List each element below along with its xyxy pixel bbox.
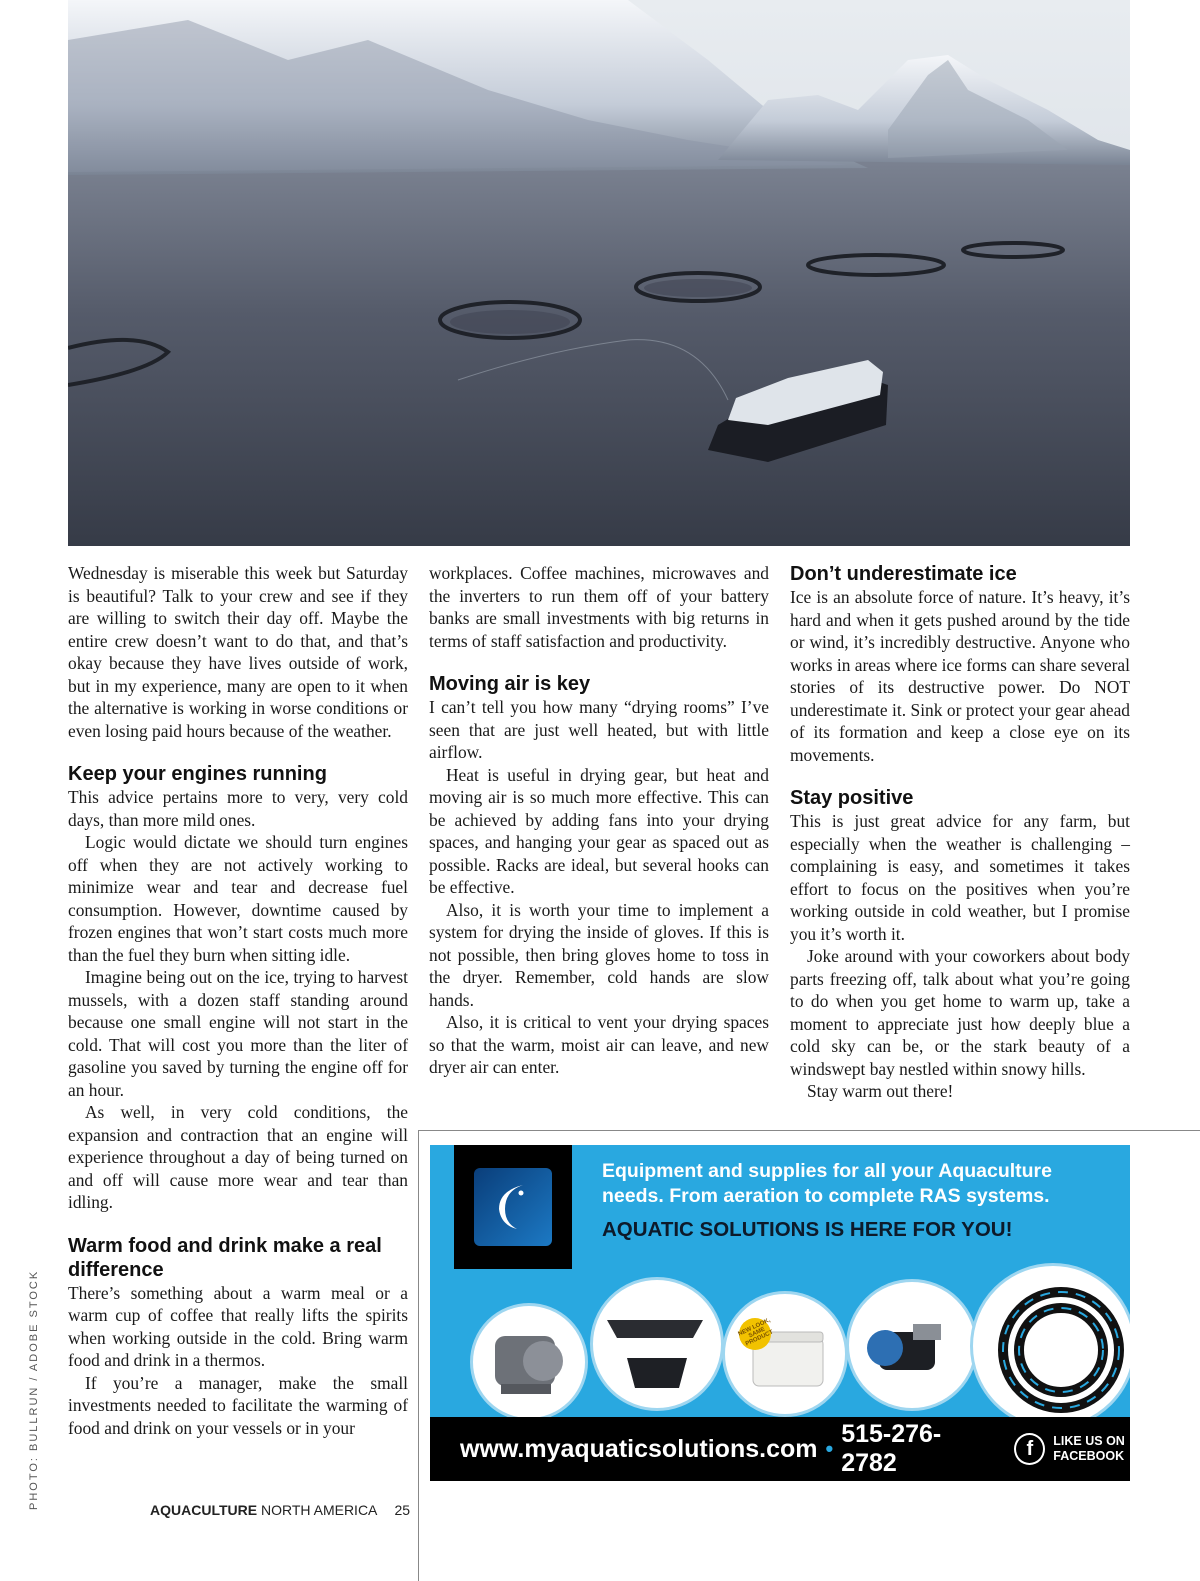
- fjord-illustration: [68, 0, 1130, 546]
- brand-logo: [454, 1145, 572, 1269]
- paragraph: There’s something about a warm meal or a warm cup of coffee that really lifts the spirits when working outside in the cold. Bring warm food and drink in a thermos.: [68, 1282, 408, 1370]
- separator-dot: •: [825, 1436, 834, 1461]
- paragraph: Also, it is worth your time to implement a system for drying the inside of gloves. If this is not possible, then bring gloves home to toss in the dryer. Remember, cold hands are slow hands.: [429, 899, 769, 1010]
- facebook-cta-line-2: FACEBOOK: [1053, 1449, 1125, 1463]
- magazine-name-bold: AQUACULTURE: [150, 1502, 258, 1518]
- ad-headline: [602, 1159, 1112, 1243]
- photo-credit: PHOTO: BULLRUN / ADOBE STOCK: [28, 1269, 40, 1510]
- ad-contact-bar: [430, 1417, 1130, 1481]
- paragraph: Logic would dictate we should turn engines off when they are not actively working to minimize wear and tear and decrease fuel consumption. However, downtime caused by frozen engines that won’t start costs much more than the fuel they burn when sitting idle.: [68, 832, 408, 965]
- page-footer: [150, 1502, 410, 1518]
- new-look-sticker: NEW LOOK, SAME PRODUCT: [737, 1317, 775, 1348]
- paragraph: Wednesday is miserable this week but Saturday is beautiful? Talk to your crew and see if they are willing to switch their day off. Maybe the entire crew doesn’t want to do that, and that’s okay because they have lives outside of work, but in my experience, many are open to it when the alternative is working in worse conditions or even losing paid hours because of the weather.: [68, 563, 408, 741]
- page-number: 25: [394, 1502, 411, 1518]
- pump-product-image: [846, 1279, 978, 1411]
- paragraph: This is just great advice for any farm, but especially when the weather is challenging – complaining is easy, and sometimes it takes effort to focus on the positives when you’re working outside in cold weather, but I promise you it’s worth it.: [790, 811, 1130, 944]
- article-column-3: [790, 562, 1130, 1103]
- paragraph: If you’re a manager, make the small investments needed to facilitate the warming of food and drink on your vessels or in your: [68, 1372, 408, 1438]
- section-heading-food: Warm food and drink make a real difference: [68, 1234, 382, 1281]
- website-link[interactable]: www.myaquaticsolutions.com: [460, 1434, 818, 1463]
- article-column-2: [429, 562, 769, 1079]
- ad-slogan: AQUATIC SOLUTIONS IS HERE FOR YOU!: [602, 1218, 1013, 1241]
- section-heading-engines: Keep your engines running: [68, 763, 327, 785]
- fish-logo-icon: [474, 1168, 552, 1246]
- paragraph: workplaces. Coffee machines, microwaves and the inverters to run them off of your battery banks are small investments with big returns in terms of staff satisfaction and productivity.: [429, 563, 769, 651]
- facebook-cta[interactable]: [1053, 1434, 1130, 1464]
- paragraph: I can’t tell you how many “drying rooms” I’ve seen that are just well heated, but with little airflow.: [429, 697, 769, 762]
- paragraph: Joke around with your coworkers about body parts freezing off, talk about what you’re going to do when you get home to warm up, take a moment to appreciate just how deeply blue a cold sky can be, or the stark beauty of a windswept bay nestled within snowy hills.: [790, 946, 1130, 1079]
- advertisement-aquatic-solutions[interactable]: [430, 1145, 1130, 1481]
- facebook-icon[interactable]: f: [1014, 1433, 1045, 1465]
- tubing-product-image: [970, 1263, 1130, 1429]
- article-column-1: [68, 562, 408, 1439]
- paragraph: Heat is useful in drying gear, but heat and moving air is so much more effective. This can be achieved by adding fans into your drying spaces, and hanging your gear as spaced out as possible. Racks are ideal, but several hooks can be effective.: [429, 764, 769, 897]
- tray-product-image: [590, 1277, 724, 1411]
- feed-bucket-product-image: [722, 1291, 848, 1417]
- section-heading-ice: Don’t underestimate ice: [790, 563, 1017, 585]
- paragraph: Stay warm out there!: [807, 1081, 954, 1101]
- paragraph: This advice pertains more to very, very cold days, than more mild ones.: [68, 787, 408, 830]
- product-images: [430, 1285, 1130, 1405]
- paragraph: Imagine being out on the ice, trying to harvest mussels, with a dozen staff standing around because one small engine will not start in the cold. That will cost you more than the liter of gasoline you saved by turning the engine off for an hour.: [68, 967, 408, 1100]
- ad-tagline-line-1: Equipment and supplies for all your Aquaculture: [602, 1160, 1052, 1182]
- phone-number[interactable]: 515-276-2782: [841, 1420, 942, 1477]
- section-heading-air: Moving air is key: [429, 673, 591, 695]
- section-heading-positive: Stay positive: [790, 787, 914, 809]
- ad-tagline-line-2: needs. From aeration to complete RAS systems.: [602, 1185, 1050, 1207]
- magazine-name-rest: NORTH AMERICA: [260, 1502, 377, 1518]
- hero-photo-fish-farm: [68, 0, 1130, 546]
- facebook-cta-line-1: LIKE US ON: [1053, 1434, 1125, 1448]
- paragraph: As well, in very cold conditions, the expansion and contraction that an engine will experience throughout a day of being turned on and off will cause more wear and tear than idling.: [68, 1102, 408, 1212]
- blower-product-image: [470, 1303, 588, 1421]
- paragraph: Also, it is critical to vent your drying spaces so that the warm, moist air can leave, and new dryer air can enter.: [429, 1012, 769, 1077]
- paragraph: Ice is an absolute force of nature. It’s heavy, it’s hard and when it gets pushed around by the tide or wind, it’s incredibly destructive. Anyone who works in areas where ice forms can share several stories of its destructive power. Do NOT underestimate it. Sink or protect your gear ahead of its formation and keep a close eye on its movements.: [790, 587, 1130, 765]
